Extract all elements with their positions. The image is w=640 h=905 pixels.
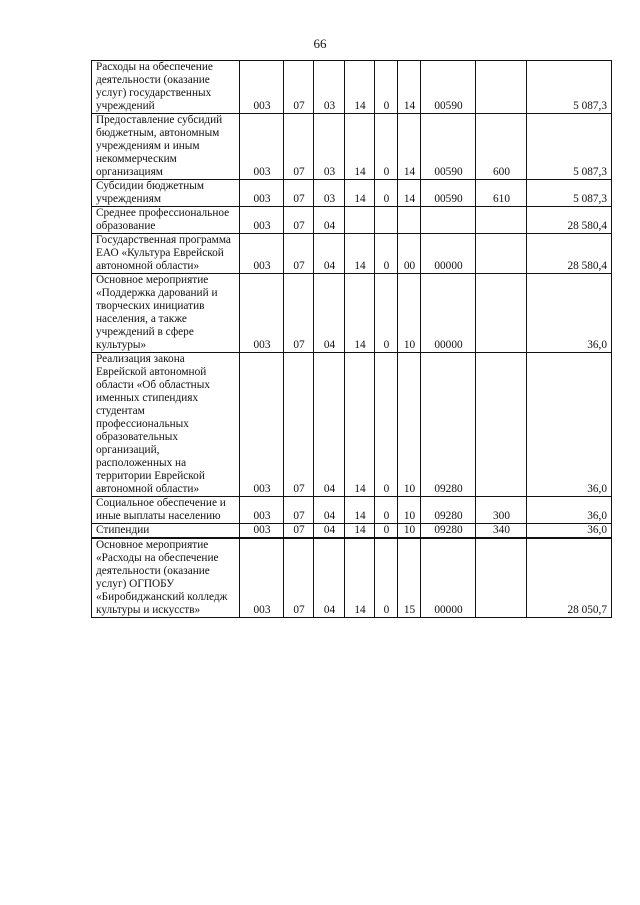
program-code: 14 bbox=[345, 61, 375, 114]
expense-type-code bbox=[476, 207, 527, 234]
event-code bbox=[398, 207, 421, 234]
amount: 5 087,3 bbox=[527, 114, 612, 180]
amount: 28 580,4 bbox=[527, 207, 612, 234]
subsection-code: 04 bbox=[314, 538, 345, 618]
subprogram-code: 0 bbox=[375, 538, 398, 618]
amount: 28 050,7 bbox=[527, 538, 612, 618]
subsection-code: 04 bbox=[314, 274, 345, 353]
table-row bbox=[92, 207, 612, 234]
subprogram-code: 0 bbox=[375, 524, 398, 539]
event-code: 14 bbox=[398, 180, 421, 207]
ministry-code: 003 bbox=[240, 524, 284, 539]
table-row bbox=[92, 114, 612, 180]
program-code: 14 bbox=[345, 234, 375, 274]
direction-code: 00590 bbox=[421, 114, 476, 180]
subsection-code: 04 bbox=[314, 353, 345, 497]
row-name: Стипендии bbox=[92, 524, 240, 539]
subsection-code: 04 bbox=[314, 207, 345, 234]
direction-code: 09280 bbox=[421, 353, 476, 497]
section-code: 07 bbox=[284, 61, 314, 114]
ministry-code: 003 bbox=[240, 353, 284, 497]
event-code: 10 bbox=[398, 497, 421, 524]
section-code: 07 bbox=[284, 497, 314, 524]
amount: 36,0 bbox=[527, 497, 612, 524]
row-name: Предоставление субсидий бюджетным, автономным учреждениям и иным некоммерческим организациям bbox=[92, 114, 240, 180]
table-row bbox=[92, 538, 612, 618]
direction-code: 00000 bbox=[421, 538, 476, 618]
section-code: 07 bbox=[284, 234, 314, 274]
table-row bbox=[92, 353, 612, 497]
direction-code bbox=[421, 207, 476, 234]
expense-type-code: 610 bbox=[476, 180, 527, 207]
program-code: 14 bbox=[345, 497, 375, 524]
event-code: 10 bbox=[398, 353, 421, 497]
amount: 5 087,3 bbox=[527, 180, 612, 207]
row-name: Социальное обеспечение и иные выплаты населению bbox=[92, 497, 240, 524]
expense-type-code bbox=[476, 274, 527, 353]
program-code: 14 bbox=[345, 538, 375, 618]
row-name: Среднее профессиональное образование bbox=[92, 207, 240, 234]
amount: 36,0 bbox=[527, 353, 612, 497]
section-code: 07 bbox=[284, 353, 314, 497]
table-row bbox=[92, 61, 612, 114]
expense-type-code bbox=[476, 234, 527, 274]
subsection-code: 03 bbox=[314, 114, 345, 180]
subsection-code: 04 bbox=[314, 497, 345, 524]
expense-type-code bbox=[476, 538, 527, 618]
section-code: 07 bbox=[284, 207, 314, 234]
amount: 28 580,4 bbox=[527, 234, 612, 274]
subprogram-code: 0 bbox=[375, 180, 398, 207]
subprogram-code: 0 bbox=[375, 234, 398, 274]
direction-code: 00000 bbox=[421, 234, 476, 274]
ministry-code: 003 bbox=[240, 114, 284, 180]
program-code: 14 bbox=[345, 274, 375, 353]
event-code: 15 bbox=[398, 538, 421, 618]
row-name: Субсидии бюджетным учреждениям bbox=[92, 180, 240, 207]
ministry-code: 003 bbox=[240, 61, 284, 114]
table-row bbox=[92, 234, 612, 274]
table-row bbox=[92, 274, 612, 353]
ministry-code: 003 bbox=[240, 497, 284, 524]
page-number: 66 bbox=[313, 36, 327, 51]
direction-code: 00590 bbox=[421, 180, 476, 207]
subsection-code: 03 bbox=[314, 180, 345, 207]
ministry-code: 003 bbox=[240, 180, 284, 207]
subprogram-code: 0 bbox=[375, 353, 398, 497]
event-code: 00 bbox=[398, 234, 421, 274]
budget-table bbox=[91, 60, 612, 618]
expense-type-code bbox=[476, 61, 527, 114]
event-code: 14 bbox=[398, 114, 421, 180]
direction-code: 09280 bbox=[421, 497, 476, 524]
section-code: 07 bbox=[284, 538, 314, 618]
ministry-code: 003 bbox=[240, 274, 284, 353]
direction-code: 09280 bbox=[421, 524, 476, 539]
amount: 36,0 bbox=[527, 524, 612, 539]
expense-type-code: 340 bbox=[476, 524, 527, 539]
expense-type-code bbox=[476, 353, 527, 497]
program-code: 14 bbox=[345, 180, 375, 207]
program-code: 14 bbox=[345, 353, 375, 497]
event-code: 10 bbox=[398, 524, 421, 539]
subprogram-code: 0 bbox=[375, 497, 398, 524]
amount: 5 087,3 bbox=[527, 61, 612, 114]
row-name: Основное мероприятие «Расходы на обеспечение деятельности (оказание услуг) ОГПОБУ «Биробиджанский колледж культуры и искусств» bbox=[92, 538, 240, 618]
ministry-code: 003 bbox=[240, 207, 284, 234]
section-code: 07 bbox=[284, 524, 314, 539]
subprogram-code: 0 bbox=[375, 61, 398, 114]
row-name: Расходы на обеспечение деятельности (оказание услуг) государственных учреждений bbox=[92, 61, 240, 114]
expense-type-code: 600 bbox=[476, 114, 527, 180]
subprogram-code: 0 bbox=[375, 274, 398, 353]
direction-code: 00590 bbox=[421, 61, 476, 114]
event-code: 14 bbox=[398, 61, 421, 114]
subprogram-code bbox=[375, 207, 398, 234]
program-code: 14 bbox=[345, 114, 375, 180]
program-code bbox=[345, 207, 375, 234]
section-code: 07 bbox=[284, 114, 314, 180]
row-name: Основное мероприятие «Поддержка дарований и творческих инициатив населения, а также учреждений в сфере культуры» bbox=[92, 274, 240, 353]
subsection-code: 04 bbox=[314, 524, 345, 539]
direction-code: 00000 bbox=[421, 274, 476, 353]
table-row bbox=[92, 497, 612, 524]
event-code: 10 bbox=[398, 274, 421, 353]
section-code: 07 bbox=[284, 180, 314, 207]
subprogram-code: 0 bbox=[375, 114, 398, 180]
row-name: Реализация закона Еврейской автономной области «Об областных именных стипендиях студентам профессиональных образовательных организаций, расположенных на территории Еврейской автономной области» bbox=[92, 353, 240, 497]
section-code: 07 bbox=[284, 274, 314, 353]
ministry-code: 003 bbox=[240, 234, 284, 274]
subsection-code: 04 bbox=[314, 234, 345, 274]
row-name: Государственная программа ЕАО «Культура Еврейской автономной области» bbox=[92, 234, 240, 274]
expense-type-code: 300 bbox=[476, 497, 527, 524]
program-code: 14 bbox=[345, 524, 375, 539]
amount: 36,0 bbox=[527, 274, 612, 353]
table-row bbox=[92, 524, 612, 539]
table-row bbox=[92, 180, 612, 207]
subsection-code: 03 bbox=[314, 61, 345, 114]
ministry-code: 003 bbox=[240, 538, 284, 618]
